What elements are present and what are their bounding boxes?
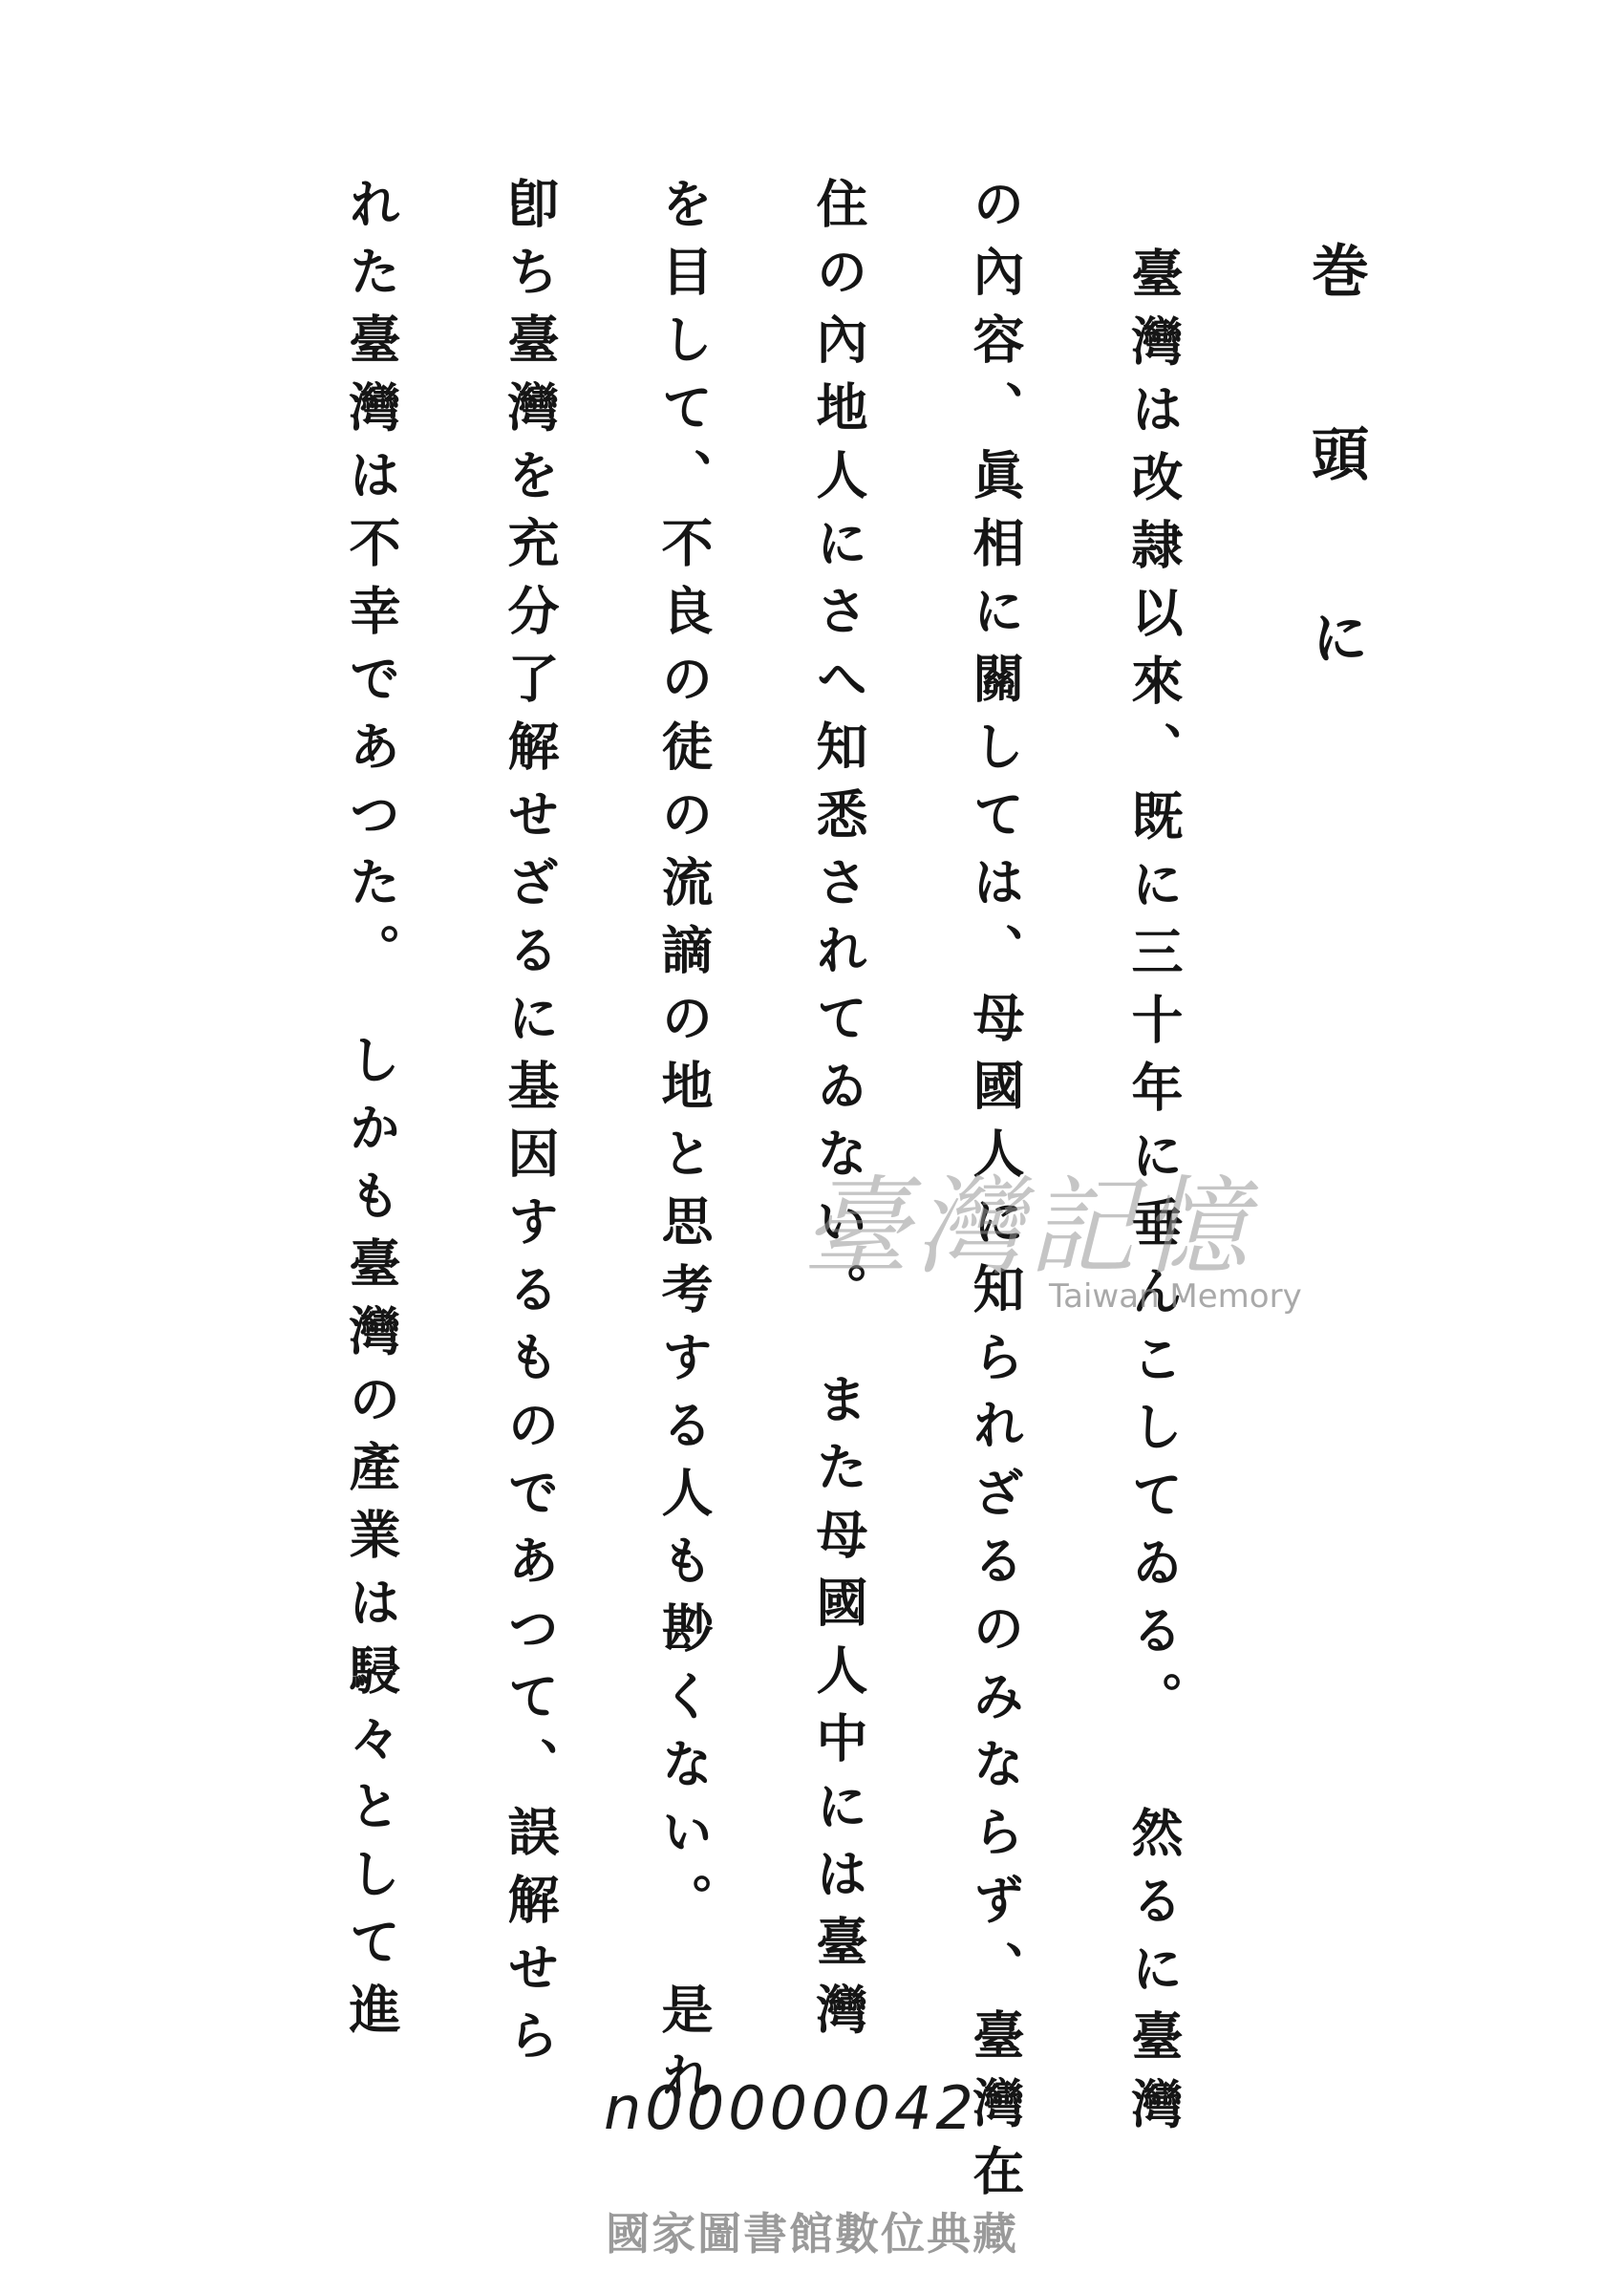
text-column-1-tail: 然るに臺灣 bbox=[1123, 1806, 1185, 2145]
text-column-3: 住の內地人にさへ知悉されてゐない。 また母國人中には臺灣 bbox=[808, 177, 869, 2050]
watermark-en: Taiwan Memory bbox=[1049, 1277, 1302, 1316]
text-column-1-main: 臺灣は改隷以來、既に三十年に垂んこしてゐる。 bbox=[1123, 246, 1185, 1739]
text-column-6: れた臺灣は不幸であつた。 しかも臺灣の產業は駸々として進 bbox=[341, 177, 402, 2050]
collection-footer: 國家圖書館數位典藏 bbox=[606, 2208, 1018, 2260]
library-watermark bbox=[802, 1142, 1318, 1333]
text-column-4: を目して、不良の徒の流謫の地と思考する人も尠くない。 是れ bbox=[653, 177, 715, 2118]
text-column-1 bbox=[1123, 246, 1185, 2145]
catalog-number: n00000042 bbox=[604, 2073, 977, 2143]
watermark-cjk: 臺灣記憶 bbox=[802, 1166, 1253, 1290]
text-column-2: の內容、眞相に關しては、母國人に知られざるのみならず、臺灣在 bbox=[965, 177, 1026, 2212]
page-heading: 巻 頭 に bbox=[1302, 241, 1369, 699]
text-column-5: 卽ち臺灣を充分了解せざるに基因するものであつて、誤解せら bbox=[500, 177, 561, 2076]
